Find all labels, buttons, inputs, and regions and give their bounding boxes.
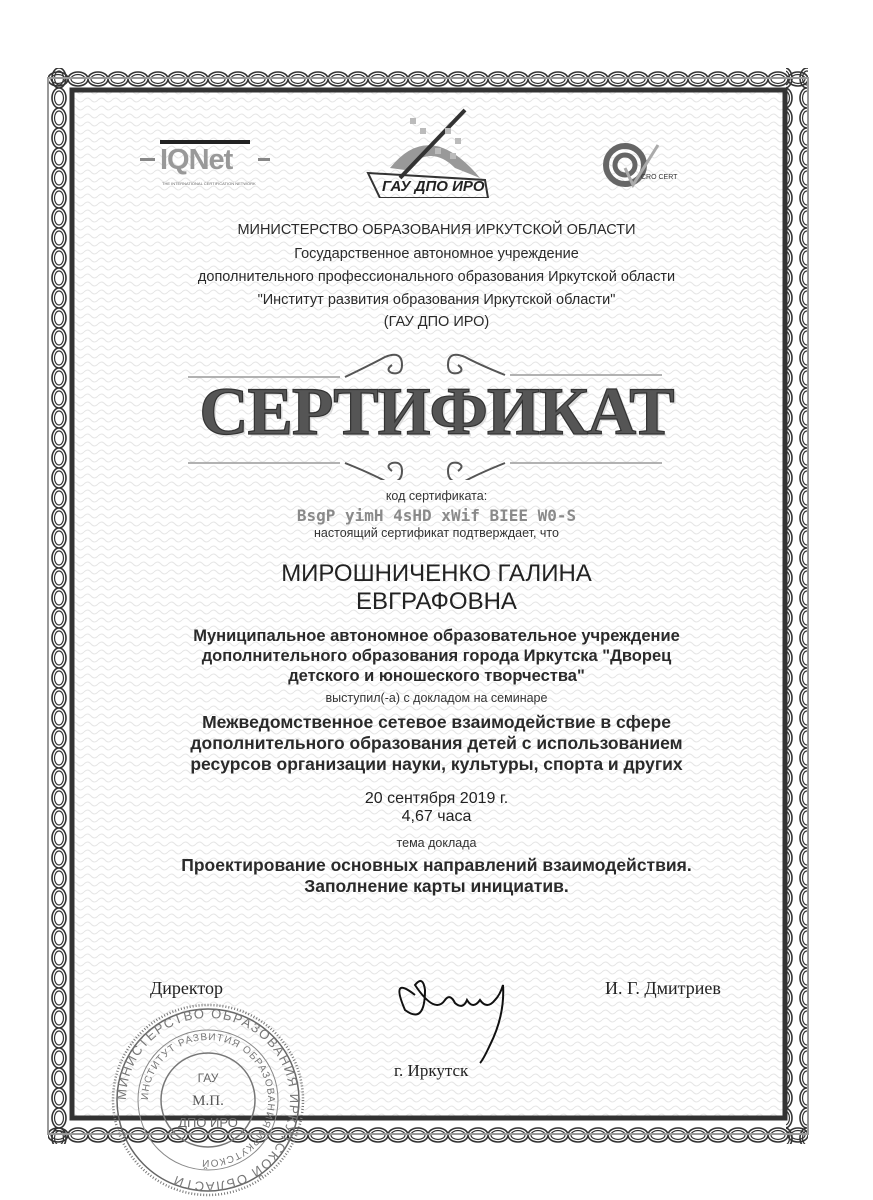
seminar-line: Межведомственное сетевое взаимодействие в сфере bbox=[202, 712, 671, 732]
signatory-name: И. Г. Дмитриев bbox=[605, 978, 721, 998]
code-label: код сертификата: bbox=[385, 489, 488, 503]
institution-line: Государственное автономное учреждение bbox=[294, 246, 579, 262]
crocert-wordmark: CRO CERT bbox=[641, 174, 678, 181]
seminar-line: дополнительного образования детей с использованием bbox=[190, 733, 683, 753]
signatory-position: Директор bbox=[150, 978, 224, 998]
iro-logo bbox=[360, 108, 490, 198]
city: г. Иркутск bbox=[394, 1061, 469, 1080]
certificate-code: BsgP yimH 4sHD xWif BIEE W0-S bbox=[296, 506, 577, 525]
institution-line: дополнительного профессионального образования Иркутской области bbox=[197, 269, 676, 285]
organization-line: дополнительного образования города Иркутска "Дворец bbox=[201, 647, 672, 665]
event-hours: 4,67 часа bbox=[401, 808, 472, 825]
institution-line: "Институт развития образования Иркутской области" bbox=[257, 292, 616, 308]
organization-line: Муниципальное автономное образовательное учреждение bbox=[193, 627, 680, 645]
crocert-logo bbox=[603, 140, 703, 190]
crocert-emblem-icon bbox=[603, 140, 663, 190]
event-date: 20 сентября 2019 г. bbox=[364, 790, 509, 807]
stamp-center-text: ДПО ИРО bbox=[178, 1115, 238, 1130]
stamp-center-text: ГАУ bbox=[197, 1071, 219, 1085]
topic-line: Проектирование основных направлений взаимодействия. bbox=[181, 855, 692, 875]
institution-abbr: (ГАУ ДПО ИРО) bbox=[383, 314, 490, 330]
seminar-line: ресурсов организации науки, культуры, спорта и других bbox=[190, 754, 683, 774]
signature-mark bbox=[385, 955, 525, 1065]
stamp-outer-text: МИНИСТЕРСТВО ОБРАЗОВАНИЯ ИРКУТСКОЙ ОБЛАСТИ bbox=[113, 1005, 303, 1195]
official-stamp bbox=[110, 1002, 306, 1198]
confirms-text: настоящий сертификат подтверждает, что bbox=[314, 526, 559, 540]
topic-label: тема доклада bbox=[396, 836, 477, 850]
stamp-center-text: М.П. bbox=[192, 1093, 224, 1109]
recipient-name: МИРОШНИЧЕНКО ГАЛИНА bbox=[281, 560, 592, 587]
iqnet-subtitle: THE INTERNATIONAL CERTIFICATION NETWORK bbox=[162, 181, 256, 186]
topic-line: Заполнение карты инициатив. bbox=[304, 876, 569, 896]
certificate-title: СЕРТИФИКАТ bbox=[199, 373, 674, 449]
ministry-line: МИНИСТЕРСТВО ОБРАЗОВАНИЯ ИРКУТСКОЙ ОБЛАСТИ bbox=[237, 222, 636, 238]
recipient-name: ЕВГРАФОВНА bbox=[356, 588, 517, 615]
iqnet-wordmark: IQNet bbox=[160, 144, 233, 176]
action-text: выступил(-а) с докладом на семинаре bbox=[325, 691, 548, 705]
stamp-inner-text: ИНСТИТУТ РАЗВИТИЯ ОБРАЗОВАНИЯ ИРКУТСКОЙ bbox=[139, 1031, 277, 1169]
organization-line: детского и юношеского творчества" bbox=[288, 667, 585, 685]
iro-wordmark: ГАУ ДПО ИРО bbox=[382, 178, 485, 195]
iqnet-logo bbox=[140, 140, 270, 190]
